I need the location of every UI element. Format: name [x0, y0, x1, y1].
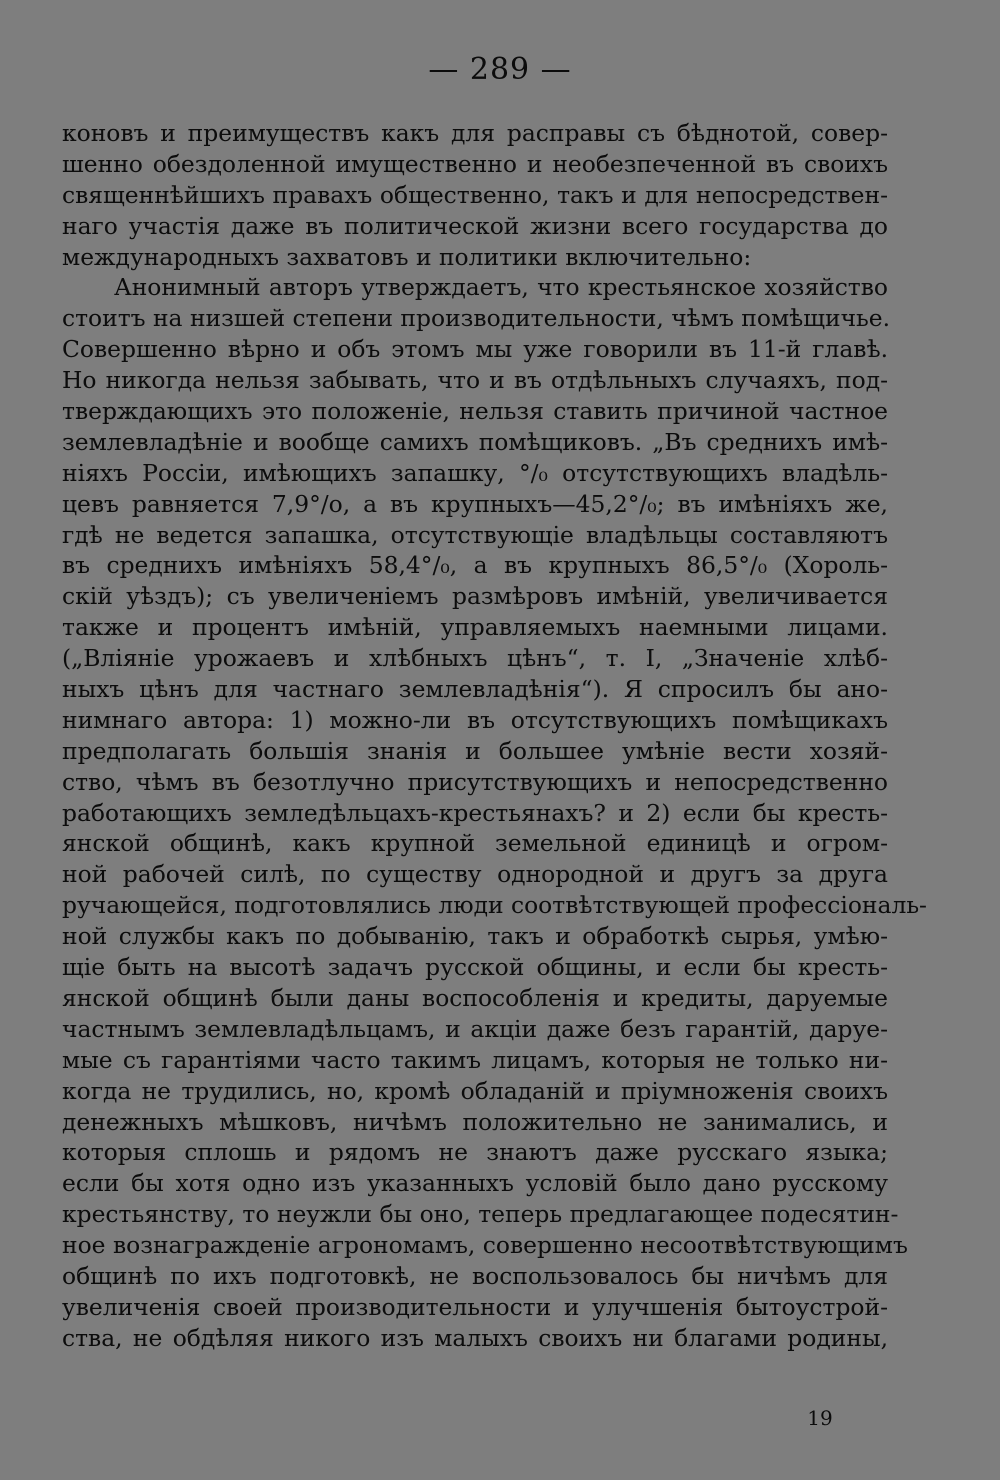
- text-line: мые съ гарантіями часто такимъ лицамъ, которыя не только ни-: [62, 1045, 888, 1074]
- text-line: ство, чѣмъ въ безотлучно присутствующихъ и непосредственно: [62, 767, 888, 796]
- text-line: ное вознагражденіе агрономамъ, совершенно несоотвѣтствующимъ: [62, 1231, 908, 1260]
- text-line: ной рабочей силѣ, по существу однородной и другъ за друга: [62, 860, 888, 889]
- text-line: въ среднихъ имѣніяхъ 58,4°/₀, а въ крупныхъ 86,5°/₀ (Хороль-: [62, 551, 888, 580]
- text-line: предполагать большія знанія и большее умѣніе вести хозяй-: [62, 736, 888, 765]
- paragraph-first-line: Анонимный авторъ утверждаетъ, что крестьянское хозяйство: [114, 273, 888, 302]
- text-line: ства, не обдѣляя никого изъ малыхъ своихъ ни благами родины,: [62, 1323, 888, 1352]
- text-line: („Вліяніе урожаевъ и хлѣбныхъ цѣнъ“, т. I, „Значеніе хлѣб-: [62, 644, 888, 673]
- text-line: ныхъ цѣнъ для частнаго землевладѣнія“). Я спросилъ бы ано-: [62, 675, 888, 704]
- text-line: когда не трудились, но, кромѣ обладаній и пріумноженія своихъ: [62, 1076, 888, 1105]
- text-line: стоитъ на низшей степени производительности, чѣмъ помѣщичье.: [62, 304, 891, 333]
- text-line: общинѣ по ихъ подготовкѣ, не воспользовалось бы ничѣмъ для: [62, 1261, 888, 1290]
- text-line: щіе быть на высотѣ задачъ русской общины, и если бы кресть-: [62, 953, 888, 982]
- signature-mark: 19: [807, 1406, 833, 1430]
- text-line: которыя сплошь и рядомъ не знаютъ даже русскаго языка;: [62, 1138, 888, 1167]
- text-line: если бы хотя одно изъ указанныхъ условій было дано русскому: [62, 1169, 888, 1198]
- text-line: гдѣ не ведется запашка, отсутствующіе владѣльцы составляютъ: [62, 520, 888, 549]
- text-line: коновъ и преимуществъ какъ для расправы съ бѣднотой, совер-: [62, 119, 888, 147]
- text-line: ніяхъ Россіи, имѣющихъ запашку, °/₀ отсутствующихъ владѣль-: [62, 458, 888, 487]
- text-line: крестьянству, то неужли бы оно, теперь предлагающее подесятин-: [62, 1200, 899, 1229]
- text-line: цевъ равняется 7,9°/о, а въ крупныхъ—45,2°/₀; въ имѣніяхъ же,: [62, 489, 888, 518]
- text-line: денежныхъ мѣшковъ, ничѣмъ положительно не занимались, и: [62, 1107, 888, 1136]
- text-line: частнымъ землевладѣльцамъ, и акціи даже безъ гарантій, даруе-: [62, 1014, 888, 1043]
- text-line: ной службы какъ по добыванію, такъ и обработкѣ сырья, умѣю-: [62, 922, 888, 951]
- text-line: янской общинѣ были даны воспособленія и кредиты, даруемые: [62, 983, 888, 1012]
- text-line: Но никогда нельзя забывать, что и въ отдѣльныхъ случаяхъ, под-: [62, 366, 888, 395]
- text-line: Совершенно вѣрно и объ этомъ мы уже говорили въ 11-й главѣ.: [62, 335, 888, 364]
- text-line: скій уѣздъ); съ увеличеніемъ размѣровъ имѣній, увеличивается: [62, 582, 888, 611]
- text-line: янской общинѣ, какъ крупной земельной единицѣ и огром-: [62, 829, 888, 858]
- text-line: тверждающихъ это положеніе, нельзя ставить причиной частное: [62, 397, 888, 426]
- body-text: [62, 118, 927, 1354]
- text-line: шенно обездоленной имущественно и необезпеченной въ своихъ: [62, 149, 888, 178]
- text-line: международныхъ захватовъ и политики включительно:: [62, 242, 752, 271]
- text-line: наго участія даже въ политической жизни всего государства до: [62, 211, 888, 240]
- text-line: ручающейся, подготовлялись люди соотвѣтствующей профессіональ-: [62, 891, 927, 920]
- page-number: — 289 —: [428, 52, 572, 87]
- text-line: увеличенія своей производительности и улучшенія бытоустрой-: [62, 1292, 888, 1321]
- text-line: нимнаго автора: 1) можно-ли въ отсутствующихъ помѣщикахъ: [62, 705, 888, 734]
- text-line: священнѣйшихъ правахъ общественно, такъ и для непосредствен-: [62, 180, 888, 209]
- text-line: также и процентъ имѣній, управляемыхъ наемными лицами.: [62, 613, 888, 642]
- text-line: землевладѣніе и вообще самихъ помѣщиковъ. „Въ среднихъ имѣ-: [62, 427, 888, 456]
- text-line: работающихъ земледѣльцахъ-крестьянахъ? и 2) если бы кресть-: [62, 798, 888, 827]
